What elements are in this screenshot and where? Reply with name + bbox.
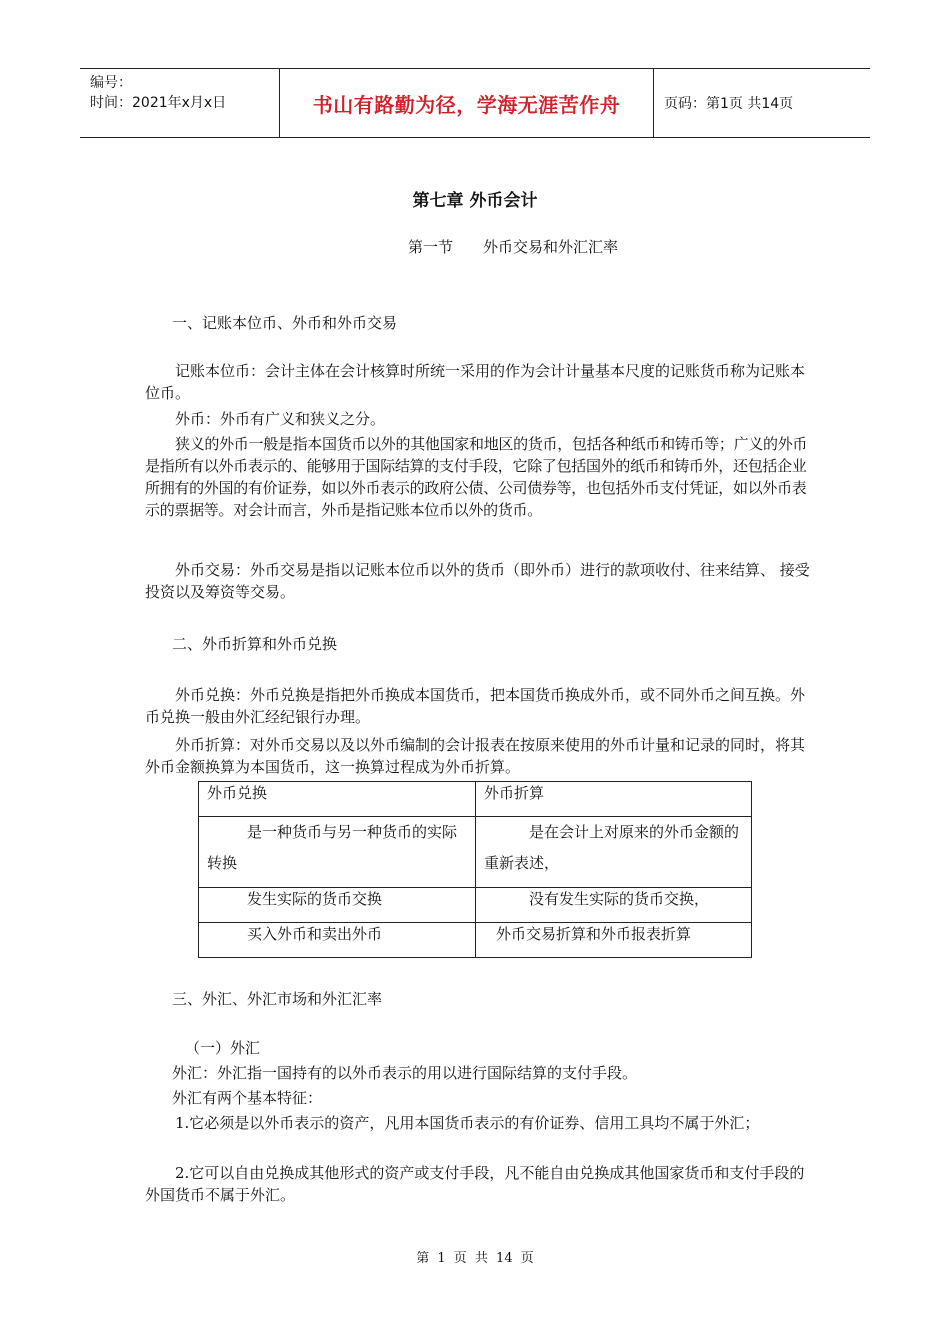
table-cell: 没有发生实际的货币交换， bbox=[476, 888, 752, 923]
paragraph-foreign-currency: 外币：外币有广义和狭义之分。 bbox=[175, 410, 386, 428]
section-number: 第一节 bbox=[408, 238, 454, 256]
paragraph-exchange: 外币兑换：外币兑换是指把外币换成本国货币，把本国货币换成外币，或不同外币之间互换。外币兑换一般由外汇经纪银行办理。 bbox=[145, 686, 806, 726]
table-header-cell: 外币兑换 bbox=[199, 782, 476, 817]
table-row bbox=[199, 888, 752, 923]
paragraph-forex-definition: 外汇：外汇指一国持有的以外币表示的用以进行国际结算的支付手段。 bbox=[172, 1064, 638, 1082]
paragraph-narrow-broad: 狭义的外币一般是指本国货币以外的其他国家和地区的货币，包括各种纸币和铸币等；广义的外币是指所有以外币表示的、能够用于国际结算的支付手段，它除了包括国外的纸币和铸币外，还包括企业所拥有的外国的有价证券，如以外币表示的政府公债、公司债券等，也包括外币支付凭证，如以外币表示的票据等。对会计而言，外币是指记账本位币以外的货币。 bbox=[145, 435, 808, 519]
table-row bbox=[199, 817, 752, 888]
table-row bbox=[199, 923, 752, 958]
comparison-table bbox=[198, 781, 752, 958]
table-header-row bbox=[199, 782, 752, 817]
table-cell: 买入外币和卖出外币 bbox=[199, 923, 476, 958]
paragraph-foreign-transaction: 外币交易：外币交易是指以记账本位币以外的货币（即外币）进行的款项收付、往来结算、 接受投资以及筹资等交易。 bbox=[145, 561, 810, 601]
chapter-title: 第七章 外币会计 bbox=[412, 191, 538, 211]
header-motto: 书山有路勤为径，学海无涯苦作舟 bbox=[280, 69, 654, 137]
paragraph-base-currency: 记账本位币：会计主体在会计核算时所统一采用的作为会计计量基本尺度的记账货币称为记账本位币。 bbox=[145, 362, 806, 402]
paragraph-translation: 外币折算：对外币交易以及以外币编制的会计报表在按原来使用的外币计量和记录的同时，将其外币金额换算为本国货币，这一换算过程成为外币折算。 bbox=[145, 736, 806, 776]
page-footer: 第 1 页 共 14 页 bbox=[416, 1251, 534, 1266]
header-page-info: 页码：第1页 共14页 bbox=[664, 96, 794, 112]
paragraph-feature-2: 2.它可以自由兑换成其他形式的资产或支付手段，凡不能自由兑换成其他国家货币和支付手段的外国货币不属于外汇。 bbox=[145, 1164, 805, 1204]
page-header bbox=[80, 68, 870, 138]
table-header-cell: 外币折算 bbox=[476, 782, 752, 817]
subheading-forex: （一）外汇 bbox=[185, 1039, 261, 1057]
section-name: 外币交易和外汇汇率 bbox=[483, 238, 619, 256]
table-cell: 是一种货币与另一种货币的实际转换 bbox=[199, 817, 476, 888]
header-meta bbox=[80, 69, 280, 137]
section-subtitle bbox=[408, 236, 618, 257]
table-cell: 外币交易折算和外币报表折算 bbox=[476, 923, 752, 958]
section-heading-3: 三、外汇、外汇市场和外汇汇率 bbox=[172, 990, 383, 1008]
table-cell: 是在会计上对原来的外币金额的重新表述， bbox=[476, 817, 752, 888]
code-label: 编号： bbox=[90, 75, 132, 91]
section-heading-1: 一、记账本位币、外币和外币交易 bbox=[172, 314, 398, 332]
time-label: 时间：2021年x月x日 bbox=[90, 95, 227, 111]
paragraph-forex-features: 外汇有两个基本特征： bbox=[172, 1089, 323, 1107]
section-heading-2: 二、外币折算和外币兑换 bbox=[172, 635, 338, 653]
paragraph-feature-1: 1.它必须是以外币表示的资产，凡用本国货币表示的有价证券、信用工具均不属于外汇； bbox=[175, 1114, 760, 1132]
table-cell: 发生实际的货币交换 bbox=[199, 888, 476, 923]
